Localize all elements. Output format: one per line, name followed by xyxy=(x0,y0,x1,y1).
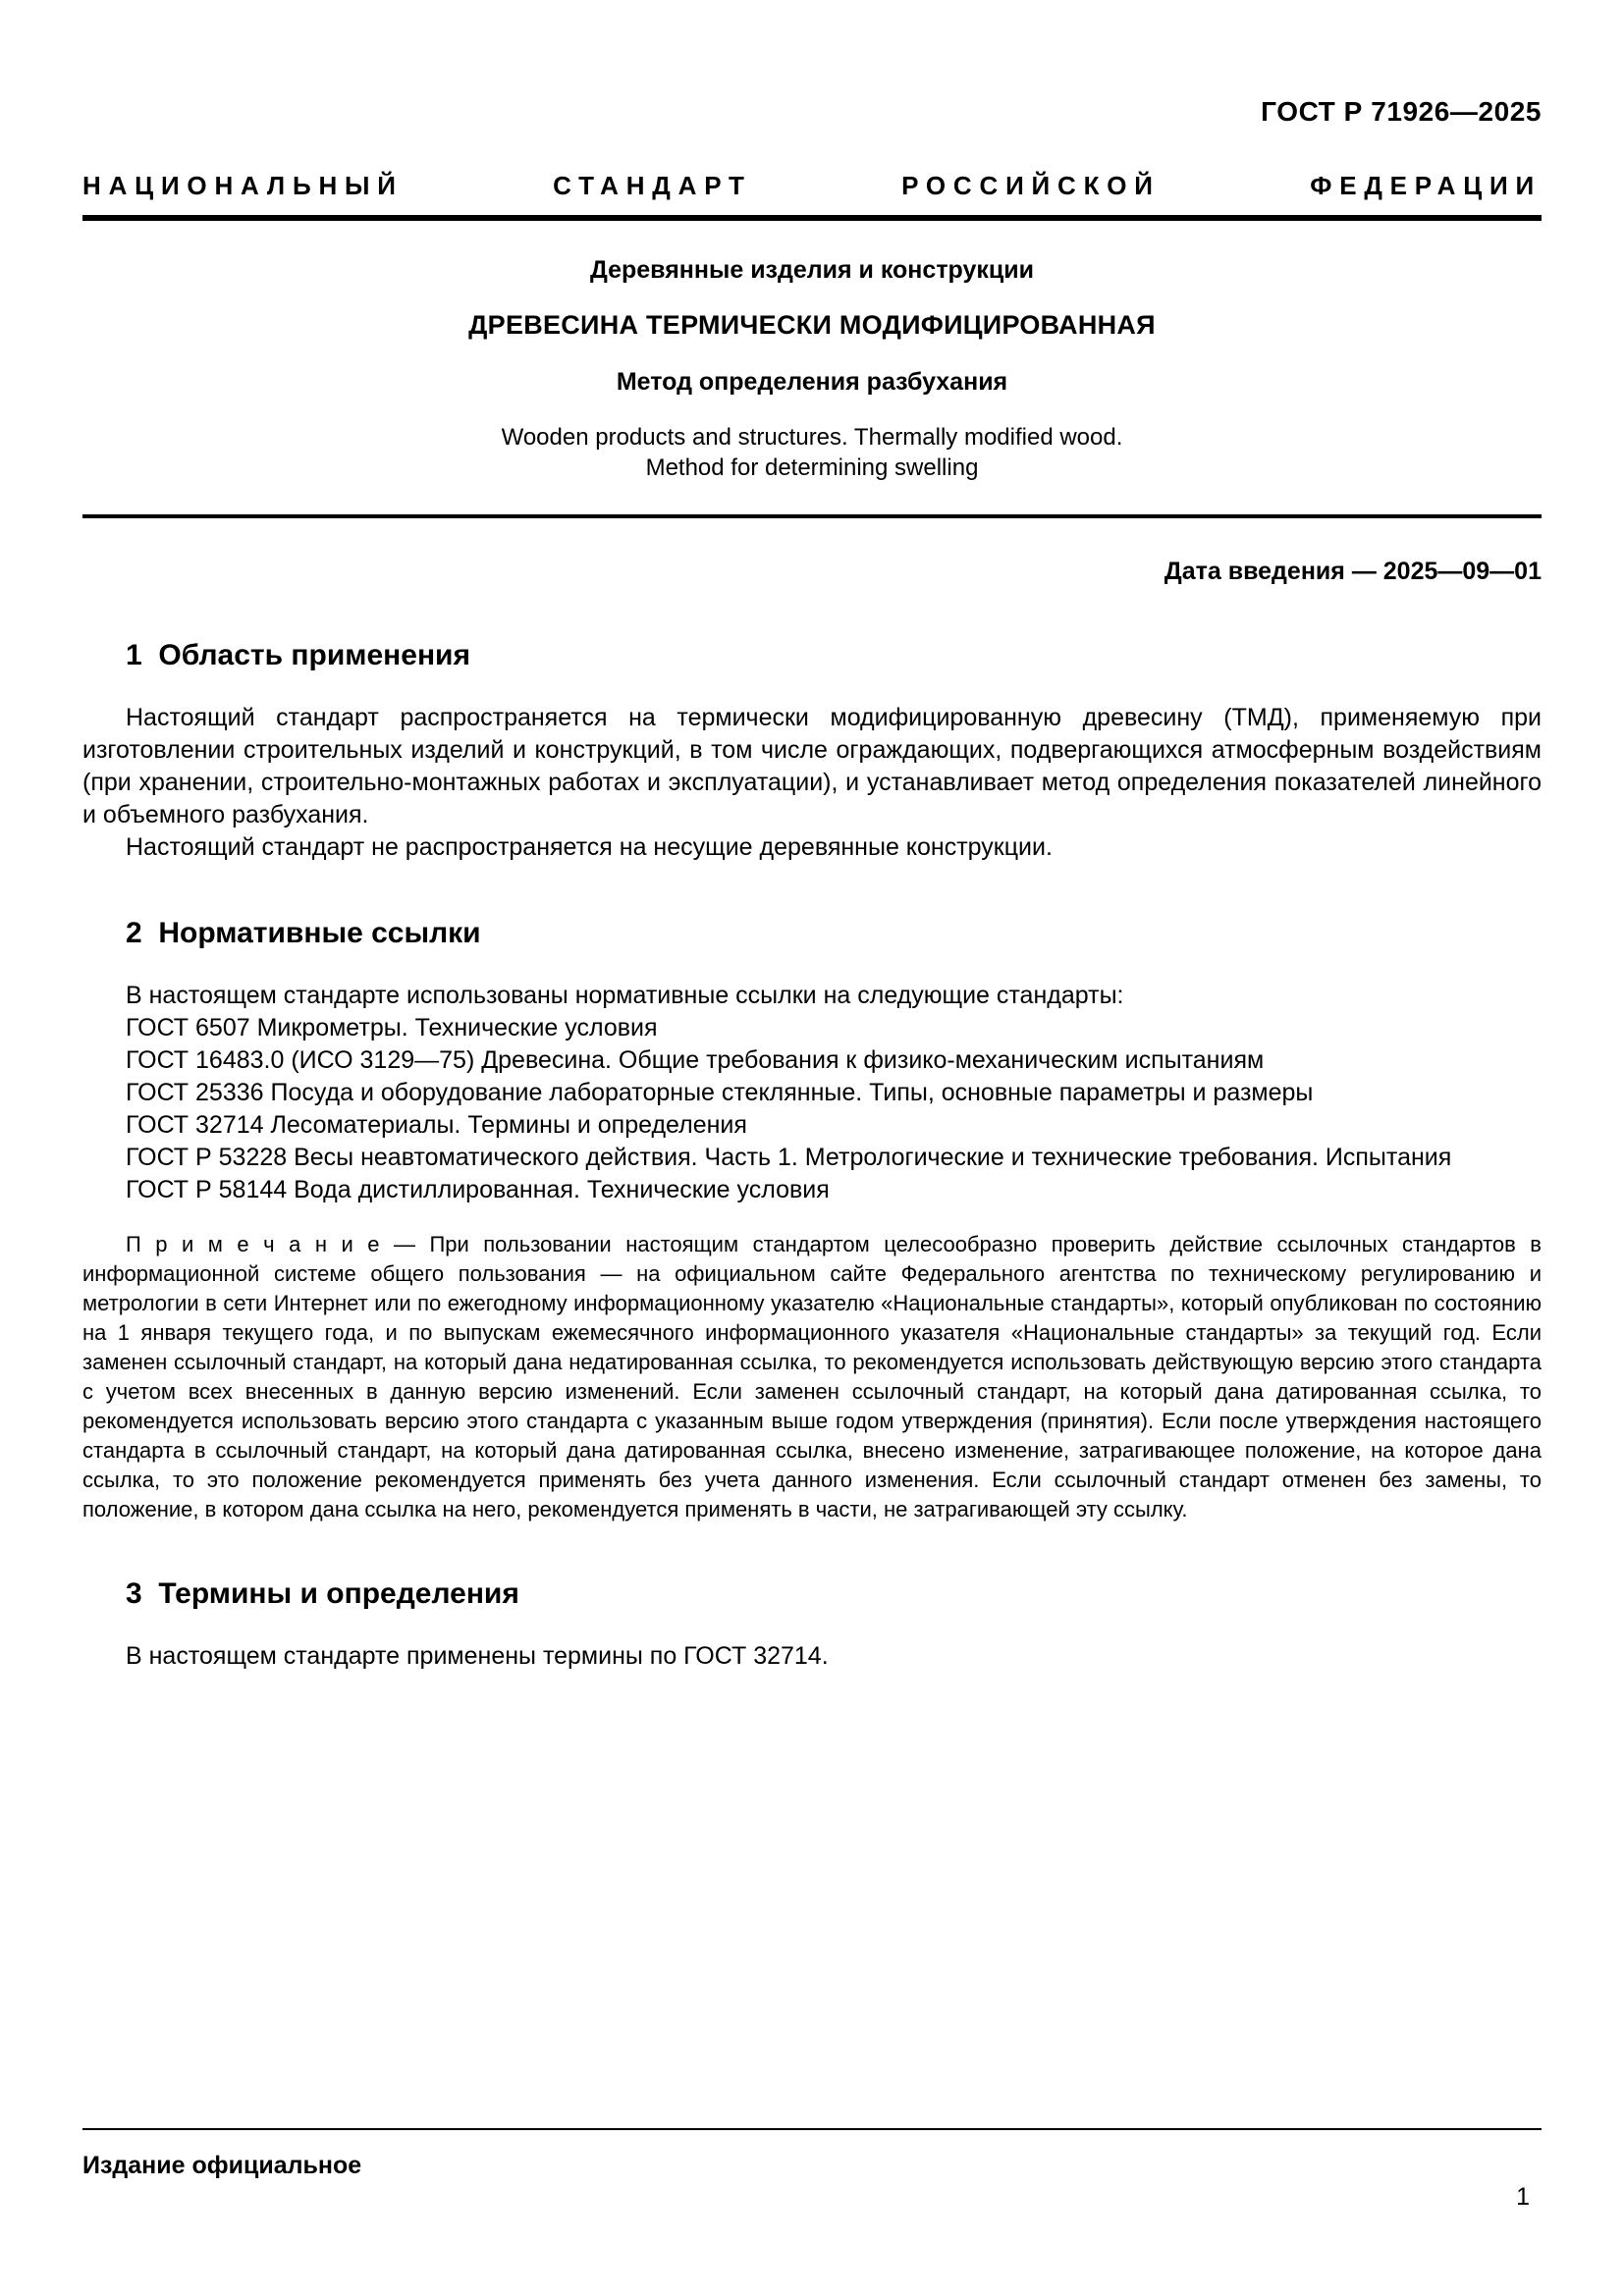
section-2-note: П р и м е ч а н и е — При пользовании настоящим стандартом целесообразно проверить действие ссылочных стандартов в информационной системе общего пользования — на официальном сайте Федерального агентства по техническому регулированию и метрологии в сети Интернет или по ежегодному информационному указателю «Национальные стандарты», который опубликован по состоянию на 1 января текущего года, и по выпускам ежемесячного информационного указателя «Национальные стандарты» за текущий год. Если заменен ссылочный стандарт, на который дана недатированная ссылка, то рекомендуется использовать действующую версию этого стандарта с учетом всех внесенных в данную версию изменений. Если заменен ссылочный стандарт, на который дана датированная ссылка, то рекомендуется использовать версию этого стандарта с указанным выше годом утверждения (принятия). Если после утверждения настоящего стандарта в ссылочный стандарт, на который дана датированная ссылка, внесено изменение, затрагивающее положение, на которое дана ссылка, то это положение рекомендуется применять без учета данного изменения. Если ссылочный стандарт отменен без замены, то положение, в котором дана ссылка на него, рекомендуется применять в части, не затрагивающей эту ссылку. xyxy=(82,1232,1542,1522)
section-1-heading: 1 Область применения xyxy=(126,639,471,671)
reference-item: ГОСТ 25336 Посуда и оборудование лабораторные стеклянные. Типы, основные параметры и размеры xyxy=(126,1079,1314,1106)
reference-item: ГОСТ Р 53228 Весы неавтоматического действия. Часть 1. Метрологические и технические требования. Испытания xyxy=(126,1144,1452,1171)
title-main: ДРЕВЕСИНА ТЕРМИЧЕСКИ МОДИФИЦИРОВАННАЯ xyxy=(468,310,1156,340)
title-group: Деревянные изделия и конструкции xyxy=(589,256,1035,284)
national-standard-banner: НАЦИОНАЛЬНЫЙ СТАНДАРТ РОССИЙСКОЙ ФЕДЕРАЦИИ xyxy=(82,171,1542,200)
page-number: 1 xyxy=(1516,2183,1530,2211)
title-subtitle: Метод определения разбухания xyxy=(616,368,1008,396)
effective-date: Дата введения — 2025—09—01 xyxy=(1164,558,1542,585)
doc-number: ГОСТ Р 71926—2025 xyxy=(1261,96,1542,127)
section-2-intro: В настоящем стандарте использованы нормативные ссылки на следующие стандарты: xyxy=(126,982,1124,1009)
reference-item: ГОСТ Р 58144 Вода дистиллированная. Технические условия xyxy=(126,1176,830,1203)
title-english-line2: Method for determining swelling xyxy=(645,454,979,481)
page-footer xyxy=(82,2128,1542,2180)
title-block xyxy=(82,256,1542,483)
reference-item: ГОСТ 32714 Лесоматериалы. Термины и определения xyxy=(126,1111,747,1139)
banner-divider xyxy=(82,215,1542,221)
section-2-heading: 2 Нормативные ссылки xyxy=(126,917,481,949)
reference-item: ГОСТ 6507 Микрометры. Технические условия xyxy=(126,1014,658,1041)
title-divider xyxy=(82,514,1542,518)
footer-divider xyxy=(82,2128,1542,2130)
section-3-heading: 3 Термины и определения xyxy=(126,1577,519,1610)
edition-note: Издание официальное xyxy=(82,2152,362,2179)
section-1-paragraph: Настоящий стандарт распространяется на термически модифицированную древесину (ТМД), применяемую при изготовлении строительных изделий и конструкций, в том числе ограждающих, подвергающихся атмосферным воздействиям (при хранении, строительно-монтажных работах и эксплуатации), и устанавливает метод определения показателей линейного и объемного разбухания. xyxy=(82,704,1542,828)
section-1-paragraph: Настоящий стандарт не распространяется на несущие деревянные конструкции. xyxy=(126,833,1053,861)
section-3-paragraph: В настоящем стандарте применены термины по ГОСТ 32714. xyxy=(126,1642,829,1670)
reference-item: ГОСТ 16483.0 (ИСО 3129—75) Древесина. Общие требования к физико-механическим испытаниям xyxy=(126,1046,1265,1074)
title-english-line1: Wooden products and structures. Thermally modified wood. xyxy=(501,424,1123,451)
title-english xyxy=(82,422,1542,483)
